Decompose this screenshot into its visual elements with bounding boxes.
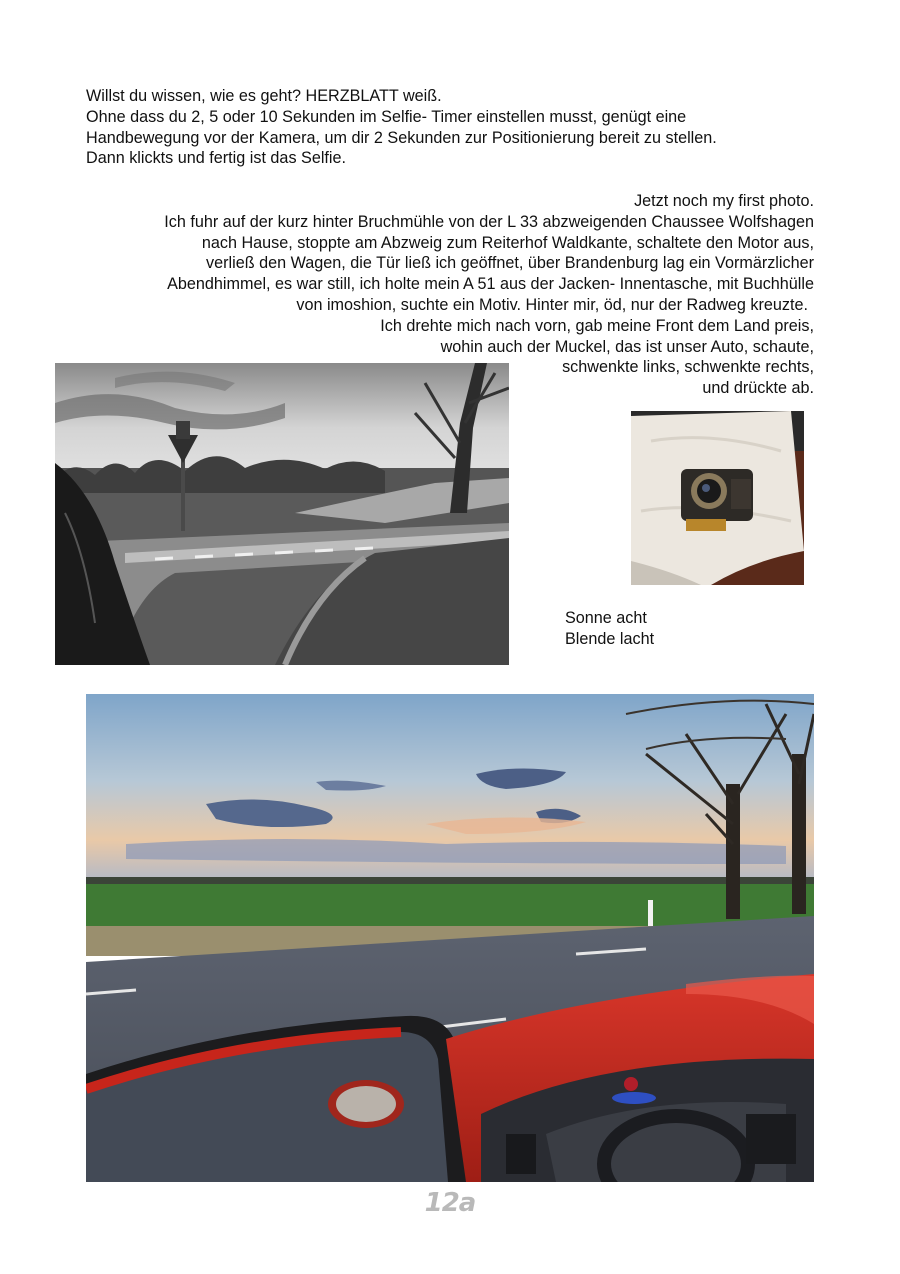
story-line: schwenkte links, schwenkte rechts, [562, 358, 814, 377]
story-line: Abendhimmel, es war still, ich holte mein A 51 aus der Jacken- Innentasche, mit Buchhülle [167, 275, 814, 294]
intro-line: Handbewegung vor der Kamera, um dir 2 Sekunden zur Positionierung bereit zu stellen. [86, 128, 717, 147]
story-line: wohin auch der Muckel, das ist unser Auto, schaute, [440, 337, 814, 356]
intro-line: Ohne dass du 2, 5 oder 10 Sekunden im Selfie- Timer einstellen musst, genügt eine [86, 107, 687, 126]
story-line: von imoshion, suchte ein Motiv. Hinter mir, öd, nur der Radweg kreuzte. [296, 295, 808, 314]
page-number: 12a [424, 1188, 476, 1218]
sunset-landscape-photo [86, 694, 814, 1182]
caption-line: Blende lacht [565, 630, 655, 648]
story-line: Ich drehte mich nach vorn, gab meine Front dem Land preis, [380, 316, 814, 335]
story-line: Jetzt noch my first photo. [634, 192, 814, 210]
intro-paragraph [86, 86, 826, 169]
story-line: Ich fuhr auf der kurz hinter Bruchmühle von der L 33 abzweigenden Chaussee Wolfshagen [164, 212, 814, 231]
story-line: nach Hause, stoppte am Abzweig zum Reiterhof Waldkante, schaltete den Motor aus, [201, 233, 814, 252]
bw-crossroad-photo [55, 363, 509, 665]
story-line: und drückte ab. [702, 379, 814, 398]
story-line: verließ den Wagen, die Tür ließ ich geöffnet, über Brandenburg lag ein Vormärzlicher [206, 254, 814, 273]
camera-module-photo [631, 411, 804, 585]
caption-line: Sonne acht [565, 609, 647, 627]
intro-line: Willst du wissen, wie es geht? HERZBLATT weiß. [86, 87, 442, 105]
intro-line: Dann klickts und fertig ist das Selfie. [86, 149, 347, 168]
photo-caption [565, 608, 654, 650]
